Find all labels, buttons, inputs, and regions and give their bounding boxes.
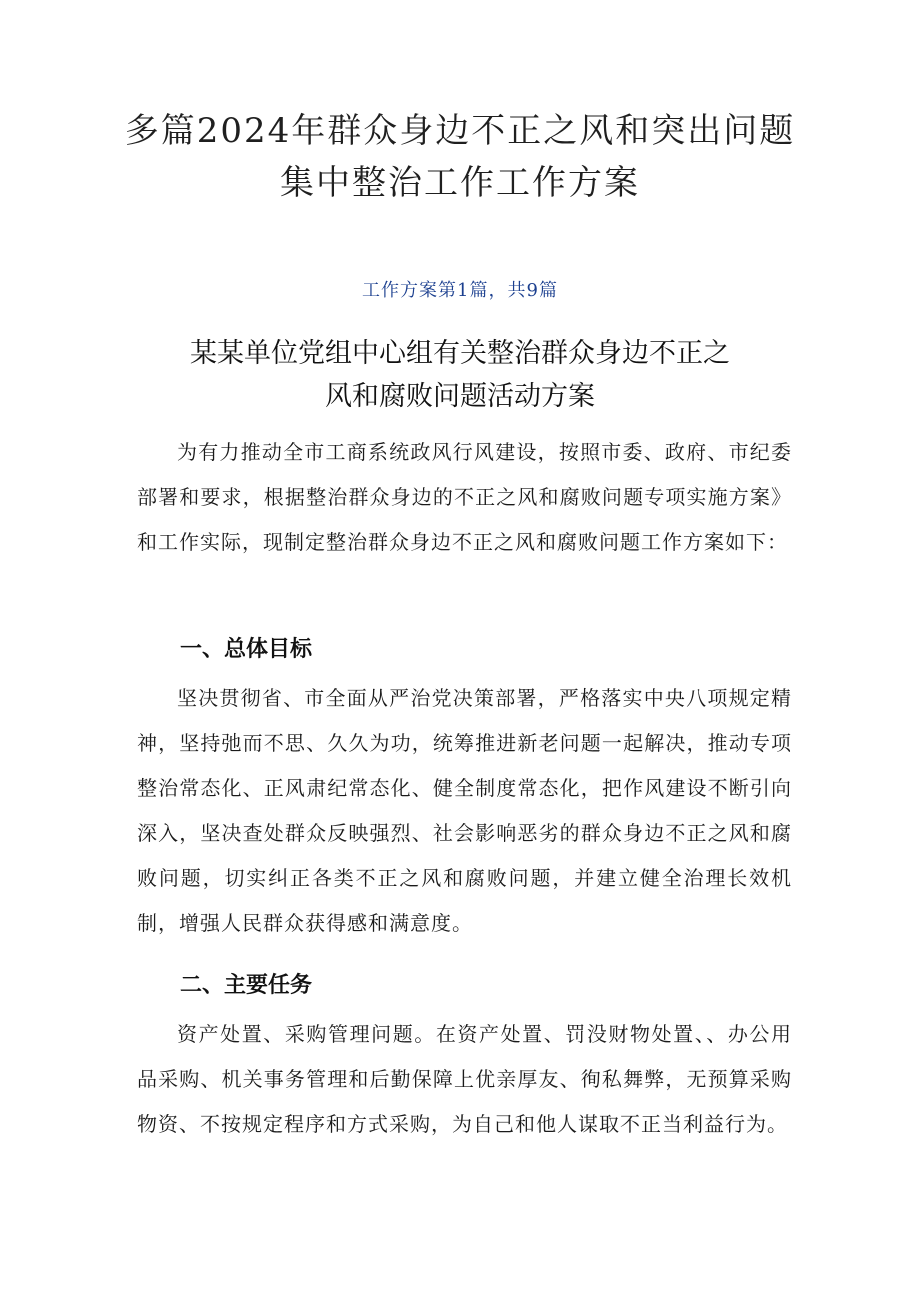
section-heading-goals: 一、总体目标 [180, 637, 313, 662]
section-paragraph-goals: 坚决贯彻省、市全面从严治党决策部署，严格落实中央八项规定精神，坚持弛而不思、久久为功，统筹推进新老问题一起解决，推动专项整治常态化、正风肃纪常态化、健全制度常态化，把作风建设不断引向深入，坚决查处群众反映强烈、社会影响恶劣的群众身边不正之风和腐败问题，切实纠正各类不正之风和腐败问题，并建立健全治理长效机制，增强人民群众获得感和满意度。 [137, 686, 792, 935]
intro-paragraph: 为有力推动全市工商系统政风行风建设，按照市委、政府、市纪委部署和要求，根据整治群众身边的不正之风和腐败问题专项实施方案》和工作实际，现制定整治群众身边不正之风和腐败问题工作方案如下： [137, 440, 792, 554]
main-title-line-1: 多篇2024年群众身边不正之风和突出问题 [124, 111, 796, 151]
main-title-line-2: 集中整治工作工作方案 [280, 163, 640, 203]
section-heading-tasks: 二、主要任务 [180, 973, 313, 998]
section-paragraph-tasks: 资产处置、采购管理问题。在资产处置、罚没财物处置、、办公用品采购、机关事务管理和后勤保障上优亲厚友、徇私舞弊，无预算采购物资、不按规定程序和方式采购，为自己和他人谋取不正当利益行为。 [137, 1022, 792, 1136]
article-title-line-1: 某某单位党组中心组有关整治群众身边不正之 [190, 338, 730, 369]
article-counter: 工作方案第1篇，共9篇 [362, 280, 558, 301]
article-title-line-2: 风和腐败问题活动方案 [325, 381, 595, 412]
